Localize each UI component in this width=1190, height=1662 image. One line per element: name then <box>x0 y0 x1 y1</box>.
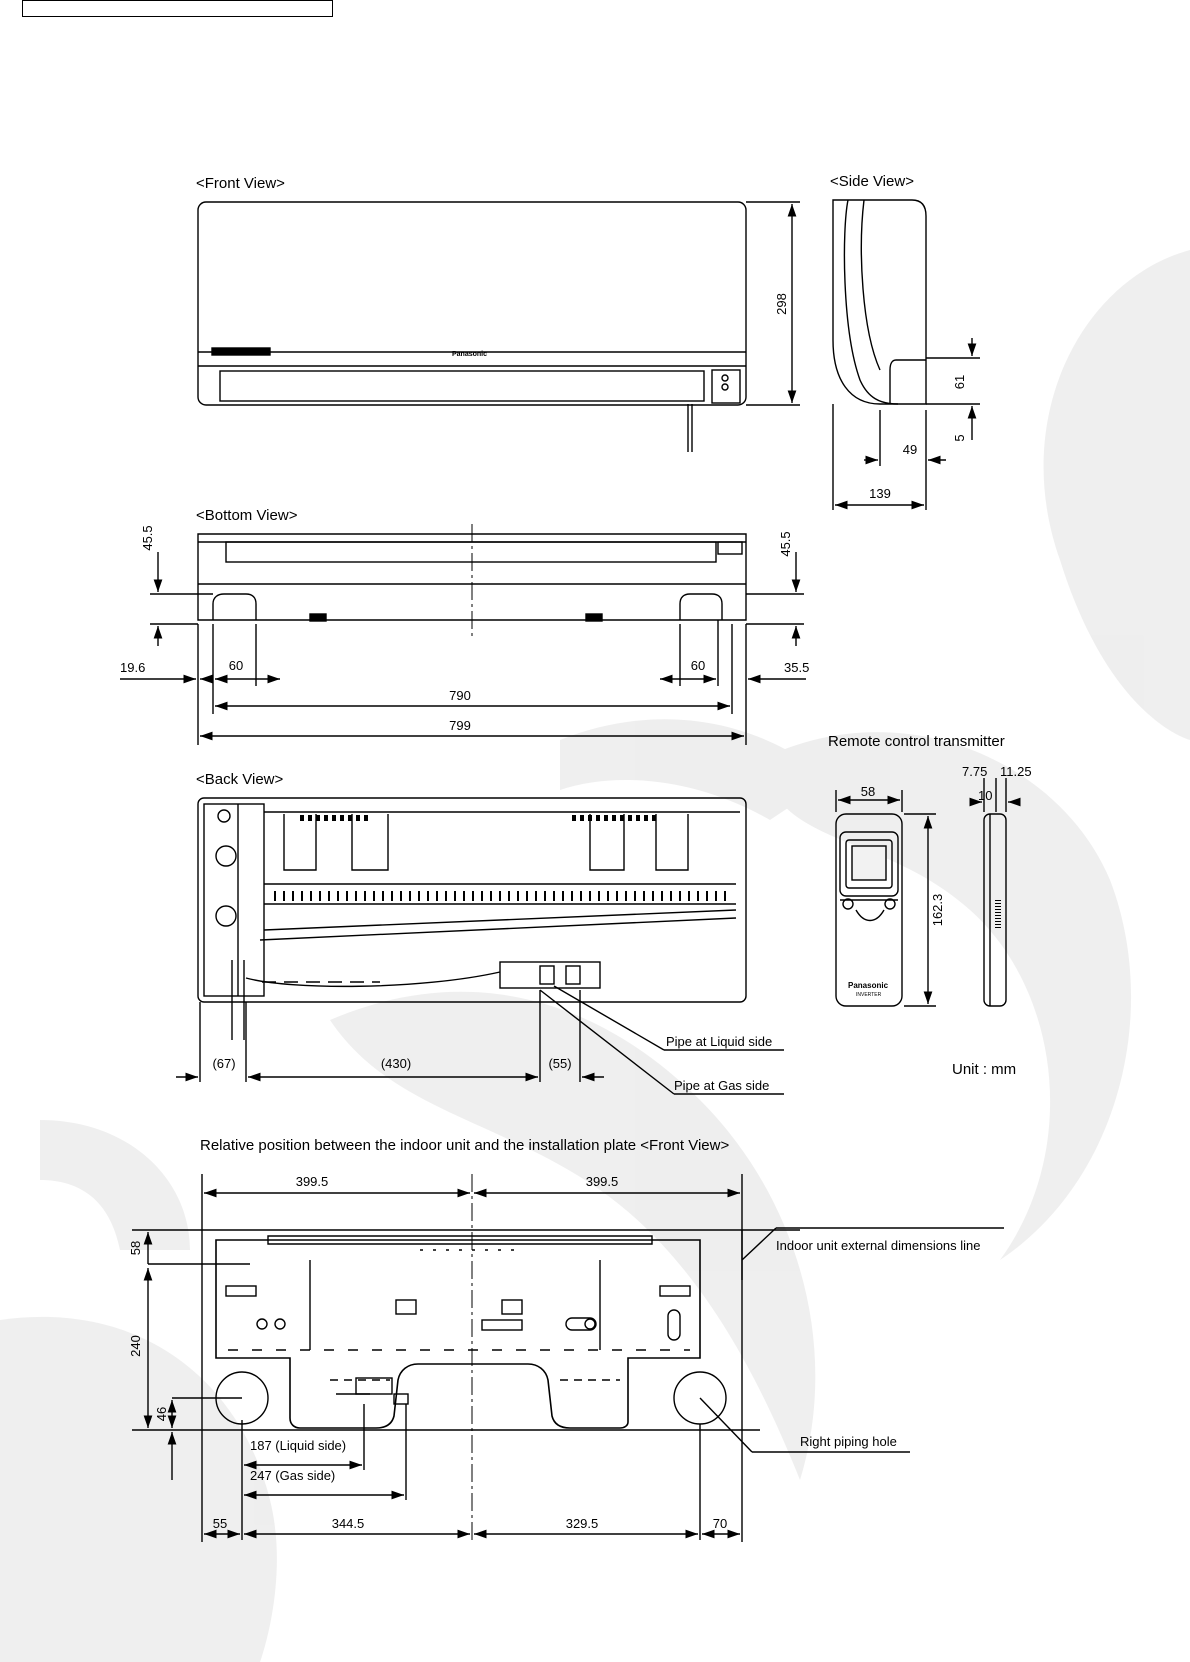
front-brand-logo: Panasonic <box>452 351 488 358</box>
watermark-graphic <box>0 250 1190 1662</box>
dim-side-49: 49 <box>902 442 918 457</box>
unit-note: Unit : mm <box>952 1061 1017 1078</box>
callout-right-piping-hole: Right piping hole <box>800 1434 897 1449</box>
dim-bottom-799: 799 <box>449 718 471 733</box>
dim-plate-46: 46 <box>154 1406 169 1422</box>
dim-side-139: 139 <box>869 486 891 501</box>
dim-side-61: 61 <box>952 374 967 390</box>
dim-side-5: 5 <box>952 434 967 442</box>
dim-remote-11-25: 11.25 <box>1000 764 1032 779</box>
callout-external-line: Indoor unit external dimensions line <box>776 1238 981 1253</box>
dim-plate-399-5-right: 399.5 <box>585 1174 619 1189</box>
bottom-view-drawing <box>120 524 806 745</box>
dim-plate-240: 240 <box>128 1335 143 1357</box>
dim-front-height: 298 <box>774 293 789 315</box>
dim-bottom-19-6: 19.6 <box>120 660 146 675</box>
plate-title: Relative position between the indoor unit and the installation plate <Front View> <box>200 1137 730 1154</box>
remote-brand-logo: Panasonic <box>848 981 889 990</box>
dim-bottom-45-5-right: 45.5 <box>778 531 793 557</box>
dim-back-67: (67) <box>212 1056 236 1071</box>
dim-plate-247-gas: 247 (Gas side) <box>250 1468 336 1483</box>
dim-remote-7-75: 7.75 <box>962 764 988 779</box>
dim-back-55: (55) <box>548 1056 572 1071</box>
dim-plate-58: 58 <box>128 1240 143 1256</box>
dim-plate-70: 70 <box>712 1516 728 1531</box>
dim-plate-329-5: 329.5 <box>565 1516 599 1531</box>
callout-pipe-gas: Pipe at Gas side <box>674 1078 770 1093</box>
front-view-drawing <box>198 202 800 452</box>
bottom-view-title: <Bottom View> <box>196 507 298 524</box>
dim-plate-344-5: 344.5 <box>331 1516 365 1531</box>
dim-bottom-60-left: 60 <box>228 658 244 673</box>
dim-back-430: (430) <box>380 1056 412 1071</box>
remote-brand-sub: INVERTER <box>856 992 882 998</box>
side-view-drawing <box>833 200 980 510</box>
dim-plate-55: 55 <box>212 1516 228 1531</box>
front-view-title: <Front View> <box>196 175 285 192</box>
back-view-title: <Back View> <box>196 771 284 788</box>
dim-plate-187-liquid: 187 (Liquid side) <box>250 1438 347 1453</box>
callout-pipe-liquid: Pipe at Liquid side <box>666 1034 773 1049</box>
dim-remote-162-3: 162.3 <box>930 893 945 927</box>
dim-bottom-35-5: 35.5 <box>784 660 810 675</box>
dim-remote-58: 58 <box>860 784 876 799</box>
dim-remote-10: 10 <box>978 788 993 803</box>
dim-bottom-790: 790 <box>449 688 471 703</box>
dim-plate-399-5-left: 399.5 <box>295 1174 329 1189</box>
side-view-title: <Side View> <box>830 173 914 190</box>
dim-bottom-45-5-left: 45.5 <box>140 525 155 551</box>
dim-bottom-60-right: 60 <box>690 658 706 673</box>
remote-title: Remote control transmitter <box>828 733 1005 750</box>
